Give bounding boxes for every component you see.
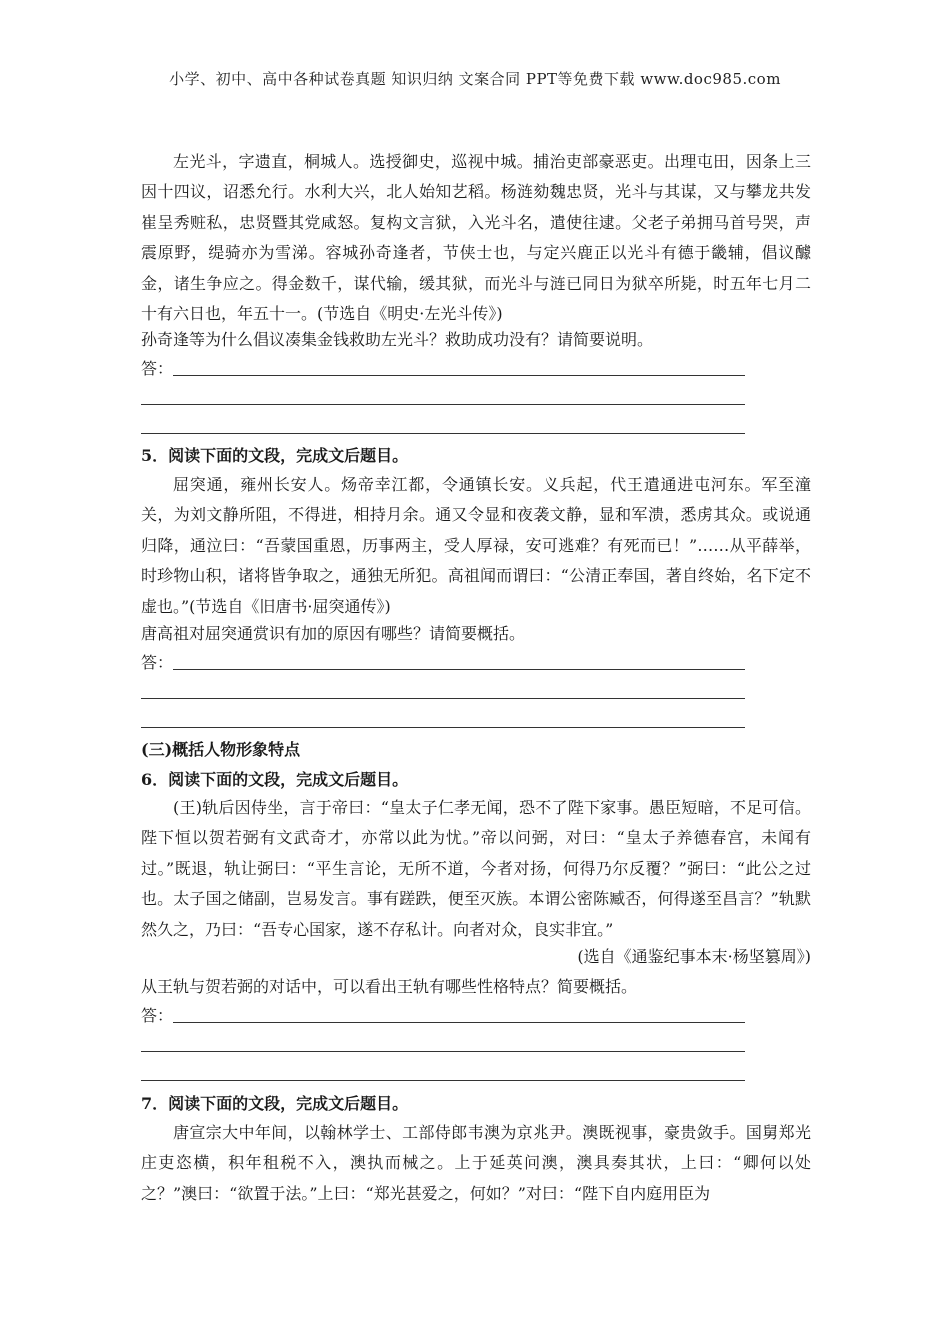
- answer-line[interactable]: [141, 433, 745, 434]
- question-6-heading: 6．阅读下面的文段，完成文后题目。: [141, 770, 409, 789]
- section-3-heading: (三)概括人物形象特点: [141, 740, 301, 759]
- answer-label: 答：: [141, 1006, 174, 1025]
- answer-label: 答：: [141, 653, 174, 672]
- answer-6-row-2: [141, 1032, 745, 1052]
- question-5-heading: 5．阅读下面的文段，完成文后题目。: [141, 446, 409, 465]
- question-5-prompt: 唐高祖对屈突通赏识有加的原因有哪些？请简要概括。: [141, 624, 526, 643]
- answer-line[interactable]: [141, 404, 745, 405]
- answer-line[interactable]: [141, 1080, 745, 1081]
- page-header: 小学、初中、高中各种试卷真题 知识归纳 文案合同 PPT等免费下载 www.doc985.com: [169, 70, 781, 88]
- answer-line[interactable]: [173, 669, 745, 670]
- answer-5-row-3: [141, 708, 745, 728]
- answer-line[interactable]: [141, 1051, 745, 1052]
- answer-6-row-1: [141, 1003, 745, 1023]
- passage-6-source: (选自《通鉴纪事本末·杨坚篡周》): [577, 947, 811, 966]
- answer-5-row-1: [141, 650, 745, 670]
- passage-7-text: 唐宣宗大中年间，以翰林学士、工部侍郎韦澳为京兆尹。澳既视事，豪贵敛手。国舅郑光庄吏恣横，积年租税不入，澳执而械之。上于延英问澳，澳具奏其状，上曰：“卿何以处之？”澳曰：“欲置于法。”上曰：“郑光甚爱之，何如？”对曰：“陛下自内庭用臣为: [141, 1123, 811, 1203]
- passage-5-text: 屈突通，雍州长安人。炀帝幸江都，令通镇长安。义兵起，代王遣通进屯河东。军至潼关，为刘文静所阻，不得进，相持月余。通又令显和夜袭文静，显和军溃，悉虏其众。或说通归降，通泣曰：“吾蒙国重恩，历事两主，受人厚禄，安可逃难？有死而已！”……从平薛举，时珍物山积，诸将皆争取之，通独无所犯。高祖闻而谓曰：“公清正奉国，著自终始，名下定不虚也。”(节选自《旧唐书·屈突通传》): [141, 475, 811, 616]
- answer-4-row-1: [141, 356, 745, 376]
- passage-6-text: (王)轨后因侍坐，言于帝曰：“皇太子仁孝无闻，恐不了陛下家事。愚臣短暗，不足可信。陛下恒以贺若弼有文武奇才，亦常以此为忧。”帝以问弼，对曰：“皇太子养德春宫，未闻有过。”既退，轨让弼曰：“平生言论，无所不道，今者对扬，何得乃尔反覆？”弼曰：“此公之过也。太子国之储副，岂易发言。事有蹉跌，便至灭族。本谓公密陈臧否，何得遂至昌言？”轨默然久之，乃曰：“吾专心国家，遂不存私计。向者对众，良实非宜。”: [141, 798, 811, 939]
- answer-line[interactable]: [173, 375, 745, 376]
- answer-5-row-2: [141, 679, 745, 699]
- answer-label: 答：: [141, 359, 174, 378]
- question-7-heading: 7．阅读下面的文段，完成文后题目。: [141, 1094, 409, 1113]
- answer-6-row-3: [141, 1061, 745, 1081]
- answer-line[interactable]: [141, 727, 745, 728]
- answer-4-row-3: [141, 414, 745, 434]
- passage-4-text: 左光斗，字遗直，桐城人。选授御史，巡视中城。捕治吏部豪恶吏。出理屯田，因条上三因十四议，诏悉允行。水利大兴，北人始知艺稻。杨涟劾魏忠贤，光斗与其谋，又与攀龙共发崔呈秀赃私，忠贤暨其党咸怒。复构文言狱，入光斗名，遣使往逮。父老子弟拥马首号哭，声震原野，缇骑亦为雪涕。容城孙奇逢者，节侠士也，与定兴鹿正以光斗有德于畿辅，倡议醵金，诸生争应之。得金数千，谋代输，缓其狱，而光斗与涟已同日为狱卒所毙，时五年七月二十有六日也，年五十一。(节选自《明史·左光斗传》): [141, 152, 811, 324]
- answer-line[interactable]: [173, 1022, 745, 1023]
- question-6-prompt: 从王轨与贺若弼的对话中，可以看出王轨有哪些性格特点？简要概括。: [141, 977, 638, 996]
- question-4-prompt: 孙奇逢等为什么倡议凑集金钱救助左光斗？救助成功没有？请简要说明。: [141, 330, 654, 349]
- answer-4-row-2: [141, 385, 745, 405]
- answer-line[interactable]: [141, 698, 745, 699]
